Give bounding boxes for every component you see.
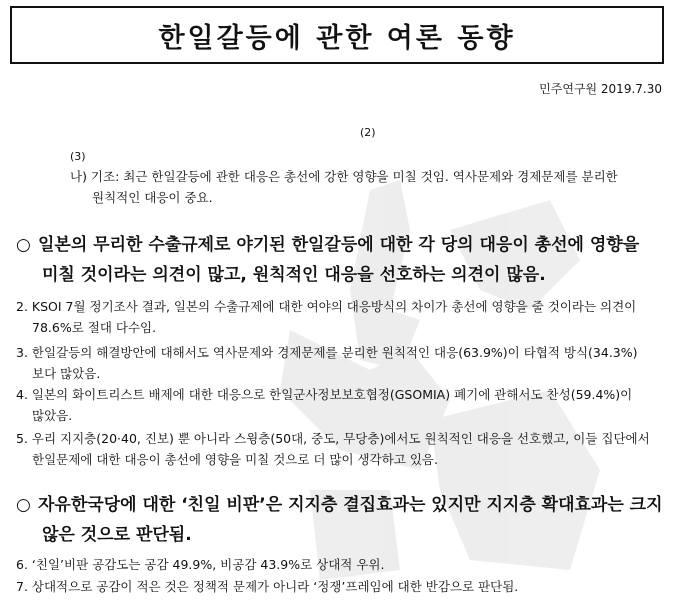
section-heading-2 [16,490,668,550]
list-item: 7. 상대적으로 공감이 적은 것은 정책적 문제가 아니라 ‘정쟁’프레임에 대한 반감으로 판단됨. [16,579,519,594]
list-item: 6. ‘친일’비판 공감도는 공감 49.9%, 비공감 43.9%로 상대적 우위. [16,557,385,572]
subsection-marker: (3) [70,150,86,163]
circle-bullet-icon: ○ [16,495,31,515]
list-item: 5. 우리 지지층(20·40, 진보) 뿐 아니라 스윙층(50대, 중도, 무당층)에서도 원칙적인 대응을 선호했고, 이들 집단에서 한일문제에 대한 대응이 총선에 영향을 미칠 것으로 더 많이 생각하고 있음. [16,431,650,467]
section-heading-1 [16,230,668,290]
section-heading-text: 자유한국당에 대한 ‘친일 비판’은 지지층 결집효과는 있지만 지지층 확대효과는 크지 않은 것으로 판단됨. [38,495,663,545]
section-marker: (2) [360,126,376,139]
author-date: 민주연구원 2019.7.30 [539,82,662,96]
section-heading-text: 일본의 무리한 수출규제로 야기된 한일갈등에 대한 각 당의 대응이 총선에 영향을 미칠 것이라는 의견이 많고, 원칙적인 대응을 선호하는 의견이 많음. [38,235,640,285]
list-item: 4. 일본의 화이트리스트 배제에 대한 대응으로 한일군사정보보호협정(GSOMIA) 폐기에 관해서도 찬성(59.4%)이 많았음. [16,387,633,423]
list-item: 3. 한일갈등의 해결방안에 대해서도 역사문제와 경제문제를 분리한 원칙적인 대응(63.9%)이 타협적 방식(34.3%) 보다 많았음. [16,345,638,381]
title-box [10,6,664,64]
document-title: 한일갈등에 관한 여론 동향 [158,22,516,54]
strategy-note: 나) 기조: 최근 한일갈등에 관한 대응은 총선에 강한 영향을 미칠 것임. 역사문제와 경제문제를 분리한 원칙적인 대응이 중요. [70,169,618,205]
list-item: 2. KSOI 7월 정기조사 결과, 일본의 수출규제에 대한 여야의 대응방식의 차이가 총선에 영향을 줄 것이라는 의견이 78.6%로 절대 다수임. [16,299,637,335]
circle-bullet-icon: ○ [16,235,31,255]
